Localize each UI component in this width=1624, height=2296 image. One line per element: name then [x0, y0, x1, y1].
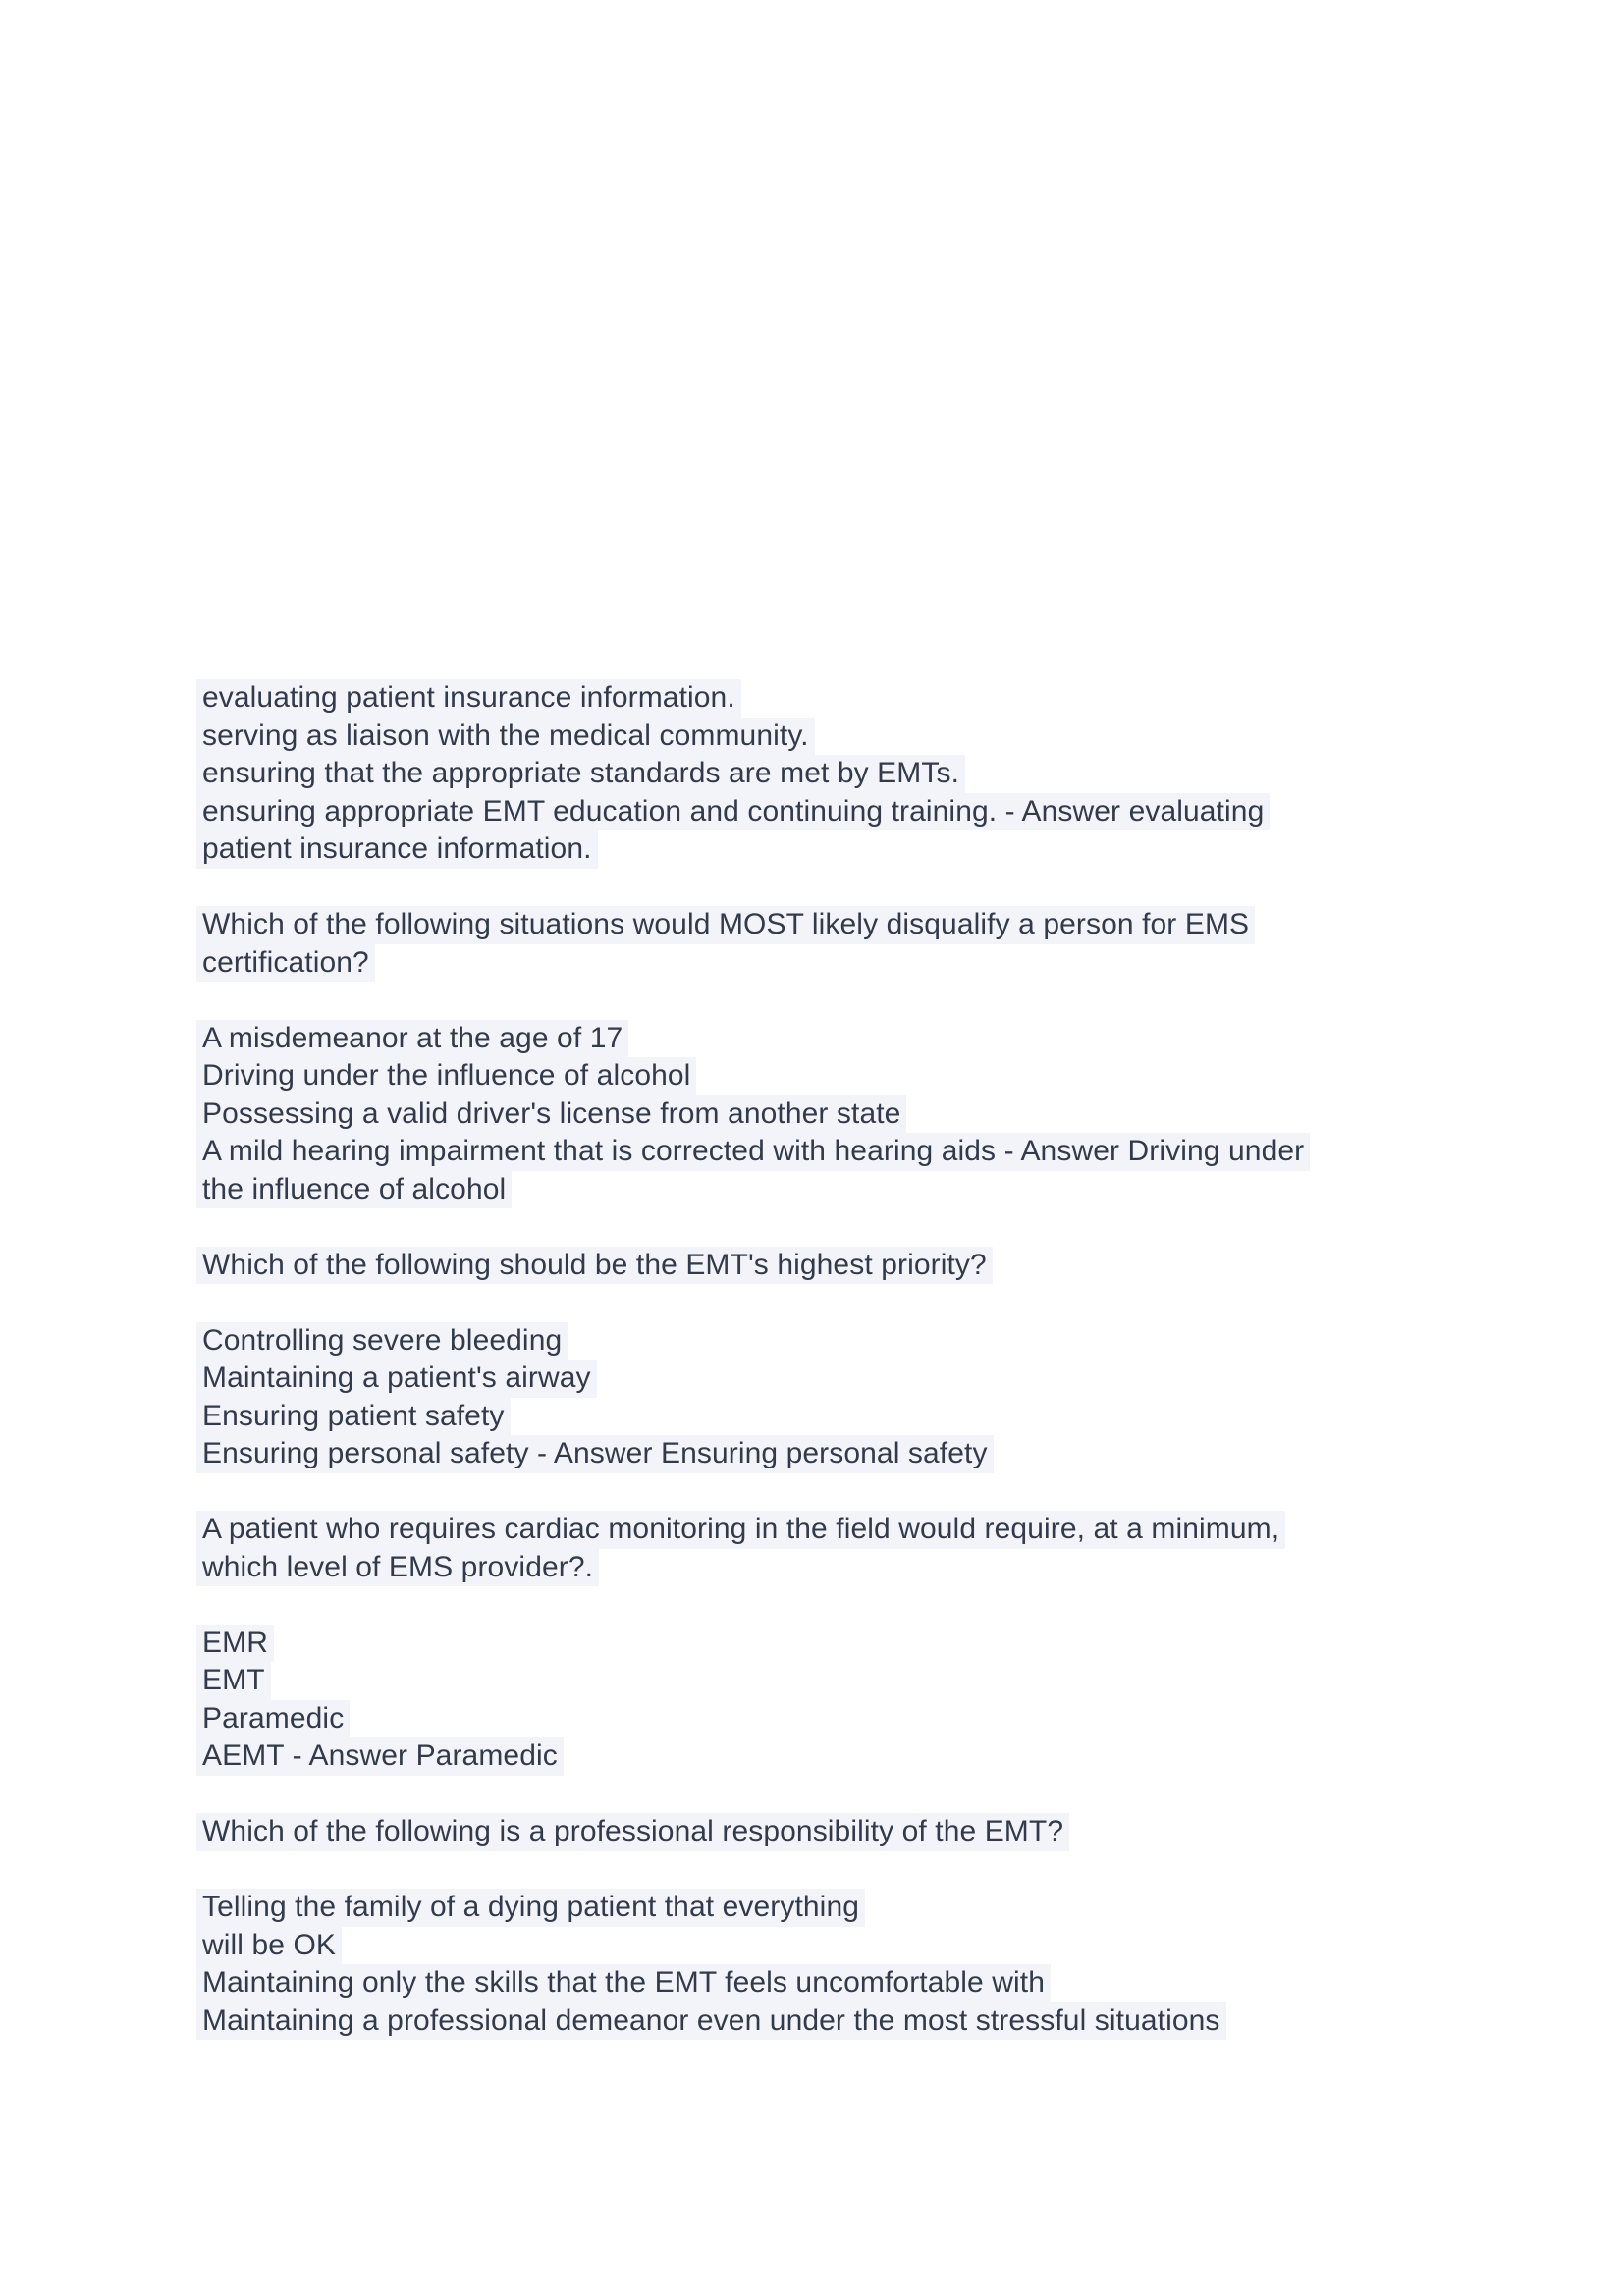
text-line: patient insurance information. [196, 830, 598, 869]
text-line: ensuring appropriate EMT education and continuing training. - Answer evaluating [196, 793, 1270, 831]
text-line: AEMT - Answer Paramedic [196, 1737, 564, 1776]
text-line: serving as liaison with the medical community. [196, 718, 815, 756]
text-line: A patient who requires cardiac monitoring in the field would require, at a minimum, [196, 1511, 1285, 1549]
text-line: certification? [196, 944, 375, 983]
text-line: Maintaining a professional demeanor even under the most stressful situations [196, 2002, 1226, 2041]
text-line: Possessing a valid driver's license from another state [196, 1095, 906, 1134]
text-line: evaluating patient insurance information. [196, 679, 741, 718]
text-line: A mild hearing impairment that is corrected with hearing aids - Answer Driving under [196, 1133, 1310, 1171]
text-line: will be OK [196, 1927, 342, 1965]
text-line: the influence of alcohol [196, 1171, 512, 1209]
text-line: Telling the family of a dying patient that everything [196, 1889, 865, 1927]
text-line: Which of the following should be the EMT's highest priority? [196, 1247, 993, 1285]
text-line: Controlling severe bleeding [196, 1322, 568, 1361]
text-line: EMT [196, 1662, 271, 1700]
text-line: Paramedic [196, 1700, 350, 1738]
text-line: Which of the following situations would MOST likely disqualify a person for EMS [196, 906, 1255, 944]
text-line: Maintaining a patient's airway [196, 1360, 597, 1398]
text-line: A misdemeanor at the age of 17 [196, 1020, 628, 1058]
text-line: ensuring that the appropriate standards are met by EMTs. [196, 755, 965, 793]
text-line: Which of the following is a professional responsibility of the EMT? [196, 1813, 1069, 1851]
text-line: Ensuring patient safety [196, 1398, 511, 1436]
text-line: Ensuring personal safety - Answer Ensuring personal safety [196, 1435, 994, 1473]
text-line: which level of EMS provider?. [196, 1549, 599, 1587]
text-line: EMR [196, 1625, 274, 1663]
text-line: Driving under the influence of alcohol [196, 1057, 696, 1095]
document-text [196, 679, 1310, 2040]
text-line: Maintaining only the skills that the EMT feels uncomfortable with [196, 1964, 1051, 2002]
